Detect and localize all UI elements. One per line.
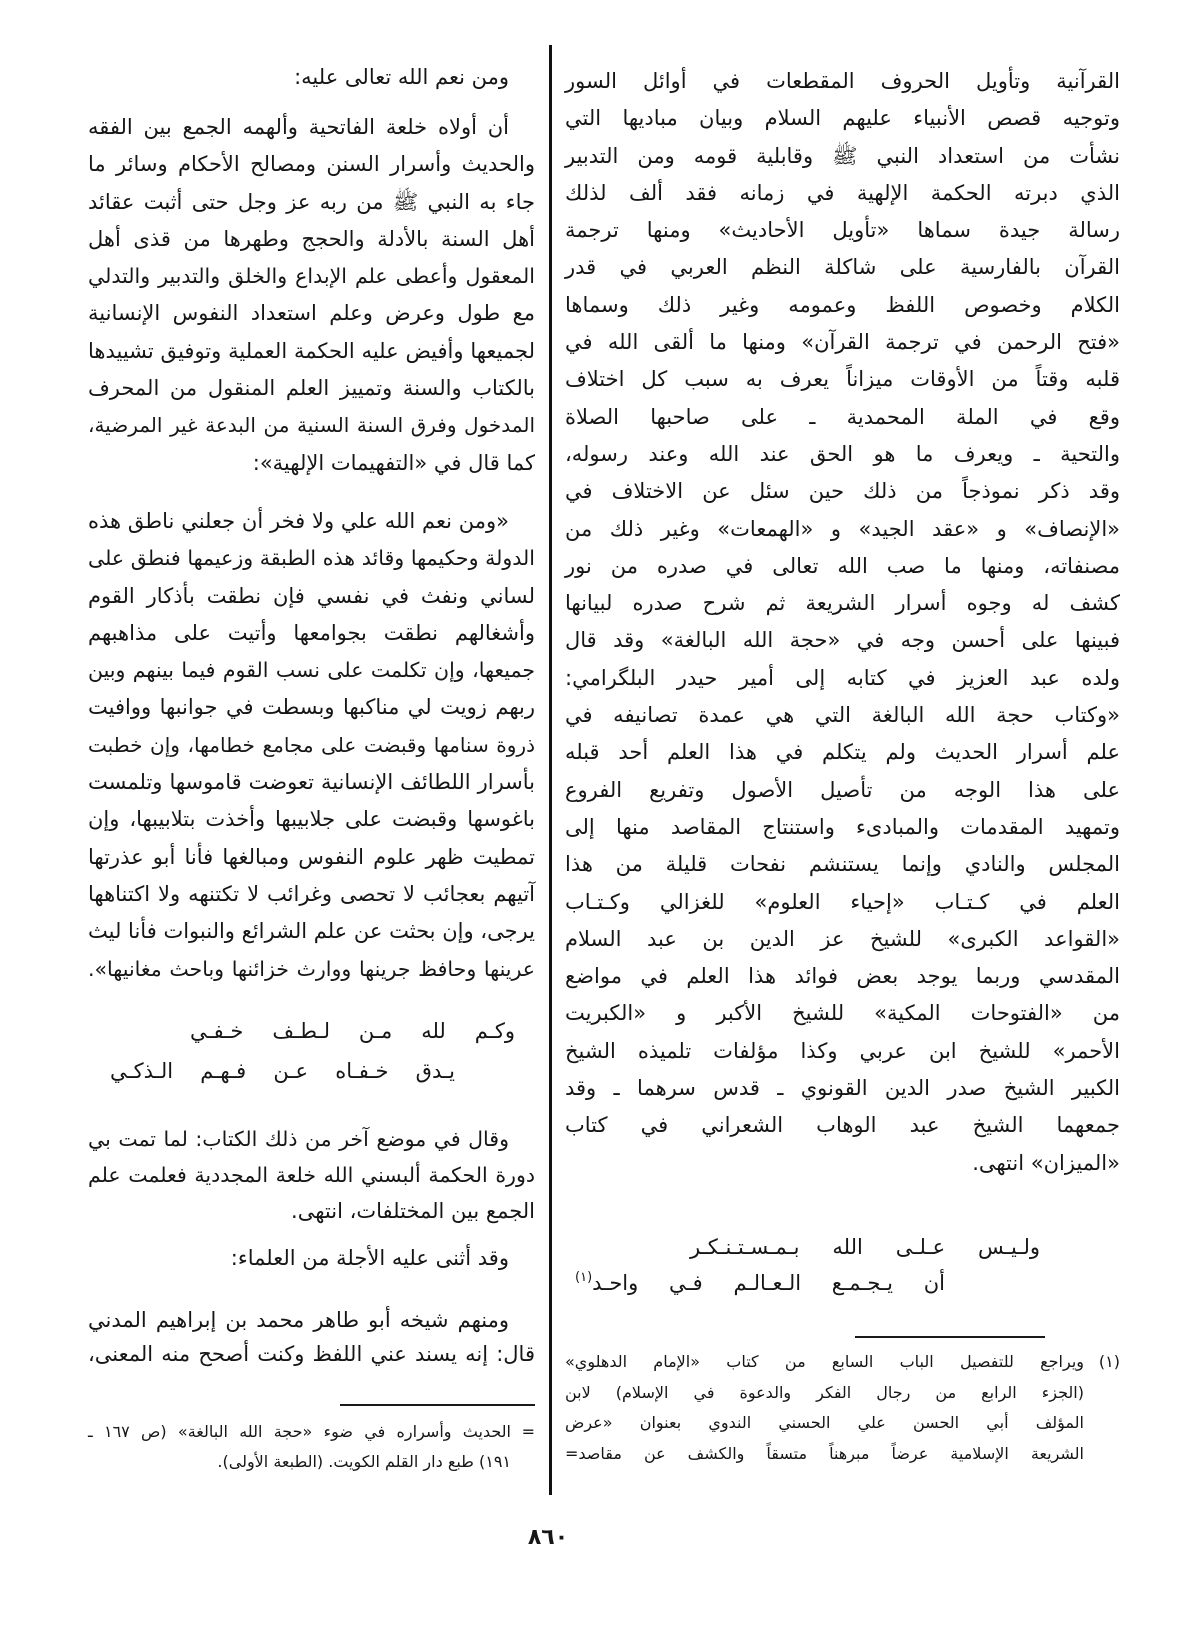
text-line: وقال في موضع آخر من ذلك الكتاب: لما تمت بي <box>88 1127 509 1151</box>
poem-verse: ولـيـس عـلـى الله بـمـسـتـنـكـر <box>690 1235 1040 1259</box>
footnote-rule <box>340 1404 535 1406</box>
text-line: آتيهم بعجائب لا تحصى وغرائب لا تكتنهه ولا اكتناهها <box>88 881 535 906</box>
text-line: المقدسي وربما يوجد بعض فوائد هذا العلم في مواضع <box>565 964 1120 989</box>
text-line: مع طول وعرض وعلم استعداد النفوس الإنسانية <box>88 301 535 326</box>
text-line: ومن نعم الله تعالى عليه: <box>294 65 509 89</box>
text-line: باغوسها وقبضت على جلابيبها وأخذت بتلابيبها، وإن <box>88 807 535 832</box>
text-line: الجمع بين المختلفات، انتهى. <box>291 1199 535 1223</box>
poem-verse-text: أن يـجـمـع الـعـالـم فـي واحـد <box>592 1271 945 1295</box>
text-line: الذي دبرته الحكمة الإلهية في زمانه فقد ألف لذلك <box>565 180 1120 205</box>
text-line: وقد أثنى عليه الأجلة من العلماء: <box>230 1246 509 1270</box>
text-line: رسالة جيدة سماها «تأويل الأحاديث» ومنها ترجمة <box>565 218 1120 243</box>
left-paragraph <box>88 1303 535 1371</box>
text-line: كما قال في «التفهيمات الإلهية»: <box>252 450 535 475</box>
footnote-line: ويراجع للتفصيل الباب السابع من كتاب «الإمام الدهلوي» <box>565 1352 1084 1371</box>
text-line: القرآنية وتأويل الحروف المقطعات في أوائل السور <box>565 69 1120 93</box>
text-line: العلم في كـتـاب «إحياء العلوم» للغزالي وكـتـاب <box>565 889 1120 914</box>
text-line: «الإنصاف» و «عقد الجيد» و «الهمعات» وغير ذلك من <box>565 516 1120 541</box>
left-paragraph <box>88 109 535 482</box>
left-intro <box>88 59 535 96</box>
text-line: بأسرار اللطائف الإنسانية تعوضت قاموسها وتلمست <box>88 770 535 795</box>
text-line: الكلام وخصوص اللفظ وعمومه وغير ذلك وسماها <box>565 292 1120 317</box>
footnote-line: الحديث وأسراره في ضوء «حجة الله البالغة» (ص ١٦٧ ـ <box>88 1422 511 1441</box>
text-line: «فتح الرحمن في ترجمة القرآن» ومنها ما ألقى الله في <box>565 330 1120 355</box>
poem-verse <box>575 1265 945 1301</box>
footnote <box>88 1417 535 1477</box>
text-line: وأشغالهم نطقت بجوامعها وأتيت على مذاهبهم <box>88 620 535 645</box>
left-paragraph <box>88 1240 535 1276</box>
text-line: كشف له وجوه أسرار الشريعة ثم شرح صدره لبيانها <box>565 591 1120 616</box>
text-line: الكبير الشيخ صدر الدين القونوي ـ قدس سرهما ـ وقد <box>565 1076 1120 1101</box>
text-line: أن أولاه خلعة الفاتحية وألهمه الجمع بين الفقه <box>88 115 509 139</box>
text-line: المجلس والنادي وإنما يستنشم نفحات قليلة من هذا <box>565 852 1120 877</box>
right-column <box>565 63 1120 1182</box>
text-line: فبينها على أحسن وجه في «حجة الله البالغة» وقد قال <box>565 628 1120 653</box>
footnote-line: (الجزء الرابع من رجال الفكر والدعوة في الإسلام) لابن <box>565 1382 1084 1402</box>
text-line: يرجى، وإن بحثت عن علم الشرائع والنبوات فأنا ليث <box>88 919 535 944</box>
footnote-marker: = <box>521 1422 535 1441</box>
text-line: ذروة سنامها وقبضت على مجامع خطامها، وإن خطبت <box>88 732 535 757</box>
text-line: علم أسرار الحديث ولم يتكلم في هذا العلم أحد قبله <box>565 740 1120 765</box>
text-line: وقع في الملة المحمدية ـ على صاحبها الصلاة <box>565 404 1120 429</box>
text-line: القرآن بالفارسية على شاكلة النظم العربي في قدر <box>565 255 1120 280</box>
text-line: قلبه وقتاً من الأوقات ميزاناً يعرف به سبب كل اختلاف <box>565 367 1120 392</box>
footnote-line: الشريعة الإسلامية عرضاً مبرهناً متسقاً والكشف عن مقاصد= <box>565 1443 1084 1463</box>
text-line: جميعها، وإن تكلمت على نسب القوم فيما بينهم وبين <box>88 658 535 683</box>
text-line: «القواعد الكبرى» للشيخ عز الدين بن عبد السلام <box>565 926 1120 951</box>
text-line: «ومن نعم الله علي ولا فخر أن جعلني ناطق هذه <box>88 509 509 533</box>
text-line: لجميعها وأفيض عليه الحكمة العملية وتوفيق تشييدها <box>88 338 535 363</box>
footnote-rule <box>855 1336 1045 1338</box>
text-line: ومنهم شيخه أبو طاهر محمد بن إبراهيم المدني <box>88 1308 509 1332</box>
text-line: وتمهيد المقدمات والمبادىء واستنتاج المقاصد منها إلى <box>565 814 1120 839</box>
text-line: والتحية ـ ويعرف ما هو الحق عند الله وعند رسوله، <box>565 441 1120 466</box>
quote-paragraph <box>88 503 535 988</box>
column-divider <box>549 45 552 1495</box>
text-line: تمطيت ظهر علوم النفوس ومبالغها فأنا أبو عذرتها <box>88 844 535 869</box>
text-line: الدولة وحكيمها وقائد هذه الطبقة وزعيمها فنطق على <box>88 546 535 571</box>
text-line: المعقول وأعطى علم الإبداع والخلق والتدبير والتدلي <box>88 264 535 289</box>
text-line: أهل السنة بالأدلة والحجج وطهرها من قذى أهل <box>88 226 535 251</box>
footnote-line: المؤلف أبي الحسن علي الحسني الندوي بعنوان «عرض <box>565 1413 1084 1432</box>
poem-verse: وكـم لله مـن لـطـف خـفـي <box>190 1019 515 1043</box>
page-number: ٨٦٠ <box>527 1525 569 1550</box>
text-line: قال: إنه يسند عني اللفظ وكنت أصحح منه المعنى، <box>88 1342 535 1366</box>
text-line: «وكتاب حجة الله البالغة التي هي عمدة تصانيفه في <box>565 703 1120 728</box>
text-line: ولده عبد العزيز في كتابه إلى أمير حيدر البلگرامي: <box>565 665 1120 690</box>
text-line: وتوجيه قصص الأنبياء عليهم السلام وبيان مباديها التي <box>565 106 1120 131</box>
footnote-marker: (١) <box>1098 1352 1120 1371</box>
footnote <box>565 1347 1120 1469</box>
poem-verse: يـدق خـفـاه عـن فـهـم الـذكـي <box>110 1059 455 1083</box>
text-line: جمعهما الشيخ عبد الوهاب الشعراني في كتاب <box>565 1113 1120 1138</box>
text-line: لساني ونفث في نفسي فإن نطقت بأذكار القوم <box>88 583 535 608</box>
footnote-line: ١٩١) طبع دار القلم الكويت. (الطبعة الأولى). <box>217 1452 511 1471</box>
text-line: «الميزان» انتهى. <box>972 1150 1120 1175</box>
text-line: عرينها وحافظ جرينها ووارث خزائنها وباحث مغانيها». <box>88 956 535 981</box>
text-line: جاء به النبي ﷺ من ربه عز وجل حتى أثبت عقائد <box>88 189 535 214</box>
text-line: نشأت من استعداد النبي ﷺ وقابلية قومه ومن التدبير <box>565 143 1120 168</box>
text-line: على هذا الوجه من تأصيل الأصول وتفريع الفروع <box>565 777 1120 802</box>
text-line: ربهم زويت لي مناكبها وبسطت في جوانبها ووافيت <box>88 695 535 720</box>
text-line: مصنفاته، ومنها ما صب الله تعالى في صدره من نور <box>565 553 1120 578</box>
text-line: والحديث وأسرار السنن ومصالح الأحكام وسائر ما <box>88 152 535 177</box>
text-line: من «الفتوحات المكية» للشيخ الأكبر و «الكبريت <box>565 1001 1120 1026</box>
text-line: وقد ذكر نموذجاً من ذلك حين سئل عن الاختلاف في <box>565 479 1120 504</box>
text-line: بالكتاب والسنة وتمييز العلم المنقول من المحرف <box>88 376 535 401</box>
left-paragraph <box>88 1121 535 1229</box>
text-line: المدخول وفرق السنة السنية من البدعة غير المرضية، <box>88 413 535 438</box>
footnote-reference[interactable]: (١) <box>575 1270 593 1285</box>
text-line: الأحمر» للشيخ ابن عربي وكذا مؤلفات تلميذه الشيخ <box>565 1038 1120 1063</box>
text-line: دورة الحكمة ألبسني الله خلعة المجددية فعلمت علم <box>88 1163 535 1187</box>
